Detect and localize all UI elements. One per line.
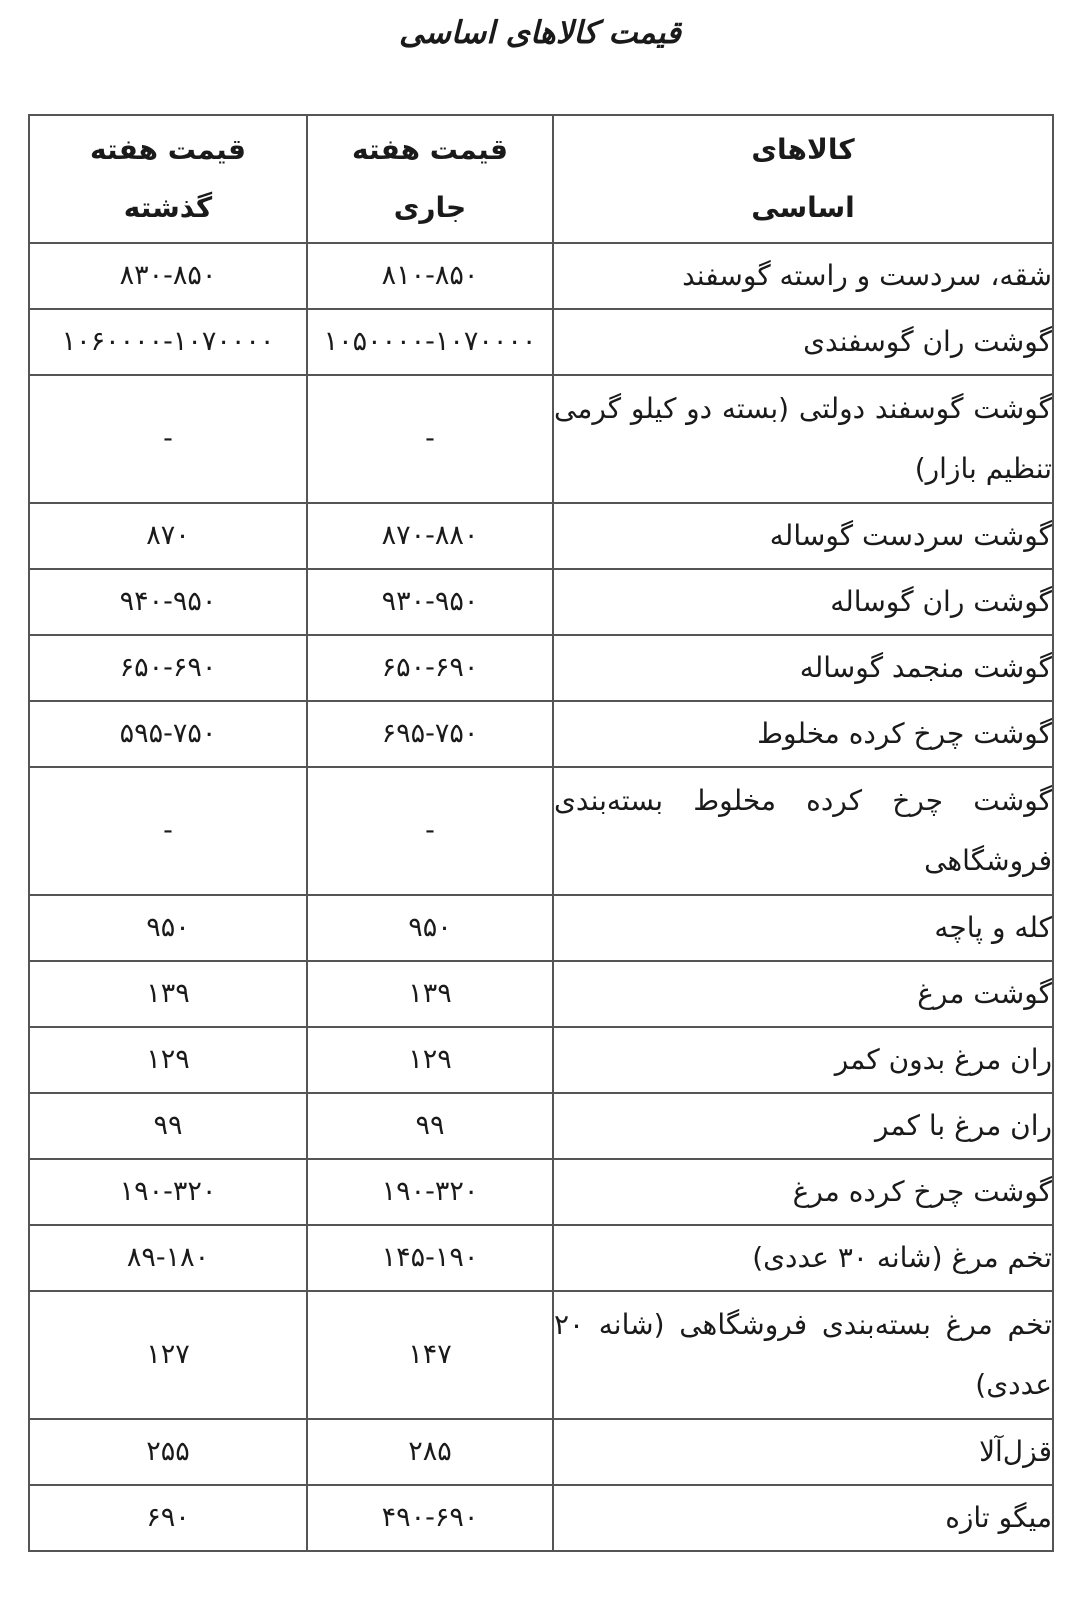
- current-price-cell: ۱۹۰-۳۲۰: [307, 1159, 553, 1225]
- table-row: [29, 701, 1053, 767]
- header-item: کالاهای اساسی: [553, 115, 1053, 243]
- item-name-cell: گوشت چرخ کرده مرغ: [553, 1159, 1053, 1225]
- current-price-cell: ۲۸۵: [307, 1419, 553, 1485]
- item-name-cell: گوشت ران گوسفندی: [553, 309, 1053, 375]
- item-name-cell: گوشت گوسفند دولتی (بسته دو کیلو گرمی تنظیم بازار): [553, 375, 1053, 503]
- current-price-cell: ۱۴۵-۱۹۰: [307, 1225, 553, 1291]
- current-price-cell: ۱۳۹: [307, 961, 553, 1027]
- previous-price-cell: ۱۳۹: [29, 961, 307, 1027]
- table-row: [29, 375, 1053, 503]
- current-price-cell: ۹۹: [307, 1093, 553, 1159]
- current-price-cell: ۱۴۷: [307, 1291, 553, 1419]
- item-name-cell: کله و پاچه: [553, 895, 1053, 961]
- table-row: [29, 243, 1053, 309]
- item-name-cell: میگو تازه: [553, 1485, 1053, 1551]
- page-title: قیمت کالاهای اساسی: [399, 15, 681, 51]
- table-row: [29, 1419, 1053, 1485]
- current-price-cell: ۸۷۰-۸۸۰: [307, 503, 553, 569]
- header-previous-week: قیمت هفته گذشته: [29, 115, 307, 243]
- table-row: [29, 1291, 1053, 1419]
- previous-price-cell: ۵۹۵-۷۵۰: [29, 701, 307, 767]
- table-row: [29, 309, 1053, 375]
- previous-price-cell: ۸۷۰: [29, 503, 307, 569]
- table-row: [29, 1027, 1053, 1093]
- previous-price-cell: ۹۴۰-۹۵۰: [29, 569, 307, 635]
- table-row: [29, 961, 1053, 1027]
- current-price-cell: -: [307, 767, 553, 895]
- table-row: [29, 895, 1053, 961]
- table-row: [29, 503, 1053, 569]
- previous-price-cell: -: [29, 375, 307, 503]
- previous-price-cell: ۹۵۰: [29, 895, 307, 961]
- table-row: [29, 1093, 1053, 1159]
- previous-price-cell: ۸۳۰-۸۵۰: [29, 243, 307, 309]
- table-row: [29, 1159, 1053, 1225]
- table-row: [29, 569, 1053, 635]
- table-row: [29, 635, 1053, 701]
- current-price-cell: ۴۹۰-۶۹۰: [307, 1485, 553, 1551]
- previous-price-cell: ۱۹۰-۳۲۰: [29, 1159, 307, 1225]
- header-current-week: قیمت هفته جاری: [307, 115, 553, 243]
- previous-price-cell: ۱۲۷: [29, 1291, 307, 1419]
- previous-price-cell: -: [29, 767, 307, 895]
- current-price-cell: ۱۰۵۰۰۰۰-۱۰۷۰۰۰۰: [307, 309, 553, 375]
- previous-price-cell: ۶۵۰-۶۹۰: [29, 635, 307, 701]
- previous-price-cell: ۱۲۹: [29, 1027, 307, 1093]
- current-price-cell: ۹۳۰-۹۵۰: [307, 569, 553, 635]
- item-name-cell: گوشت مرغ: [553, 961, 1053, 1027]
- previous-price-cell: ۲۵۵: [29, 1419, 307, 1485]
- previous-price-cell: ۱۰۶۰۰۰۰-۱۰۷۰۰۰۰: [29, 309, 307, 375]
- current-price-cell: ۸۱۰-۸۵۰: [307, 243, 553, 309]
- item-name-cell: ران مرغ بدون کمر: [553, 1027, 1053, 1093]
- item-name-cell: تخم مرغ بسته‌بندی فروشگاهی (شانه ۲۰ عددی): [553, 1291, 1053, 1419]
- current-price-cell: ۹۵۰: [307, 895, 553, 961]
- table-row: [29, 767, 1053, 895]
- previous-price-cell: ۸۹-۱۸۰: [29, 1225, 307, 1291]
- item-name-cell: گوشت منجمد گوساله: [553, 635, 1053, 701]
- item-name-cell: گوشت سردست گوساله: [553, 503, 1053, 569]
- table-row: [29, 1225, 1053, 1291]
- item-name-cell: گوشت چرخ کرده مخلوط بسته‌بندی فروشگاهی: [553, 767, 1053, 895]
- table-body: [29, 243, 1053, 1551]
- item-name-cell: تخم مرغ (شانه ۳۰ عددی): [553, 1225, 1053, 1291]
- previous-price-cell: ۹۹: [29, 1093, 307, 1159]
- current-price-cell: ۶۵۰-۶۹۰: [307, 635, 553, 701]
- price-table: [28, 114, 1054, 1552]
- table-header-row: [29, 115, 1053, 243]
- item-name-cell: شقه، سردست و راسته گوسفند: [553, 243, 1053, 309]
- item-name-cell: قزل‌آلا: [553, 1419, 1053, 1485]
- previous-price-cell: ۶۹۰: [29, 1485, 307, 1551]
- item-name-cell: ران مرغ با کمر: [553, 1093, 1053, 1159]
- current-price-cell: ۶۹۵-۷۵۰: [307, 701, 553, 767]
- item-name-cell: گوشت ران گوساله: [553, 569, 1053, 635]
- item-name-cell: گوشت چرخ کرده مخلوط: [553, 701, 1053, 767]
- current-price-cell: -: [307, 375, 553, 503]
- table-row: [29, 1485, 1053, 1551]
- current-price-cell: ۱۲۹: [307, 1027, 553, 1093]
